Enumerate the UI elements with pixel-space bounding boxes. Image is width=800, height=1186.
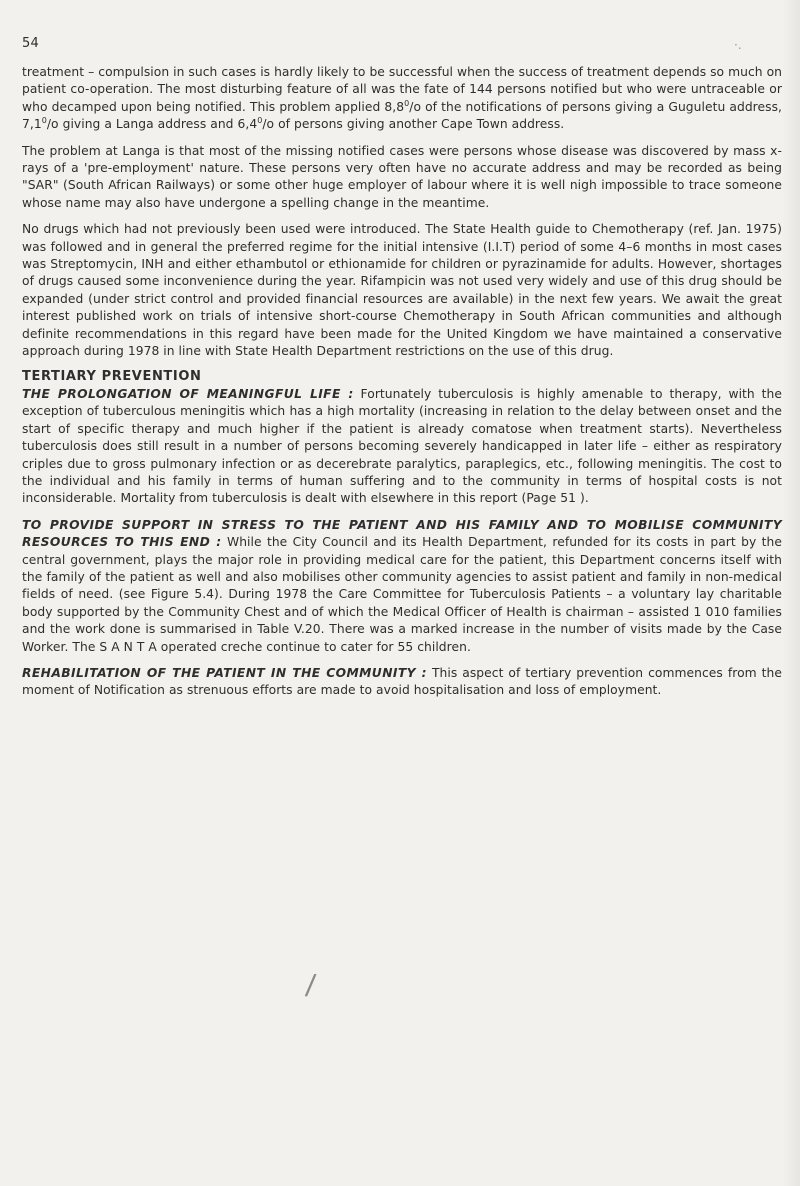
paragraph-langa-problem: The problem at Langa is that most of the missing notified cases were persons whose disease was discovered by mass x-rays of a 'pre-employment' nature. These persons very often have no accurate address and may be recorded as being "SAR" (South African Railways) or some other huge employer of labour where it is well nigh impossible to trace someone whose name may also have undergone a spelling change in the meantime. <box>22 143 782 210</box>
paragraph-prolongation-of-life: THE PROLONGATION OF MEANINGFUL LIFE : Fortunately tuberculosis is highly amenable to therapy, with the exception of tuberculous meningitis which has a high mortality (increasing in relation to the delay between onset and the start of specific therapy and much higher if the patient is already comatose when treatment starts). Nevertheless tuberculosis does still result in a number of persons becoming severely handicapped in later life – either as respiratory criples due to gross pulmonary infection or as decerebrate paralytics, paraplegics, etc., following meningitis. The cost to the individual and his family in terms of human suffering and to the community in terms of hospital costs is not inconsiderable. Mortality from tuberculosis is dealt with elsewhere in this report (Page 51 ). <box>22 386 782 506</box>
paragraph-support-in-stress: TO PROVIDE SUPPORT IN STRESS TO THE PATIENT AND HIS FAMILY AND TO MOBILISE COMMUNITY RESOURCES TO THIS END : While the City Council and its Health Department, refunded for its costs in part by the central government, plays the major role in providing medical care for the patient, this Department concerns itself with the family of the patient as well and also mobilises other community agencies to assist patient and family in non-medical fields of need. (see Figure 5.4). During 1978 the Care Committee for Tuberculosis Patients – a voluntary lay charitable body supported by the Community Chest and of which the Medical Officer of Health is chairman – assisted 1 010 families and the work done is summarised in Table V.20. There was a marked increase in the number of visits made by the Case Worker. The S A N T A operated creche continue to cater for 55 children. <box>22 517 783 654</box>
subsection-lead: REHABILITATION OF THE PATIENT IN THE COMMUNITY : <box>22 666 427 680</box>
body-text <box>22 64 782 709</box>
subsection-lead: TO PROVIDE SUPPORT IN STRESS TO THE PATIENT AND HIS FAMILY AND TO MOBILISE COMMUNITY RESOURCES TO THIS END : <box>22 517 782 550</box>
section-heading-tertiary-prevention: TERTIARY PREVENTION <box>22 368 202 384</box>
paragraph-rehabilitation: REHABILITATION OF THE PATIENT IN THE COMMUNITY : This aspect of tertiary prevention commences from the moment of Notification as strenuous efforts are made to avoid hospitalisation and loss of employment. <box>22 666 782 698</box>
page-edge-shadow <box>782 0 800 1186</box>
subsection-lead: THE PROLONGATION OF MEANINGFUL LIFE : <box>22 386 354 401</box>
stray-pen-mark: / <box>304 967 318 1002</box>
scan-mark: ·. <box>734 38 742 52</box>
paragraph-untraceable-cases: treatment – compulsion in such cases is hardly likely to be successful when the success of treatment depends so much on patient co-operation. The most disturbing feature of all was the fate of 144 persons notified but who were untraceable or who decamped upon being notified. This problem applied $8,8^0/o$ of the notifications of persons giving a Guguletu address, $7,1^0/o$ giving a Langa address and $6,4^0/o$ of persons giving another Cape Town address. <box>22 65 782 132</box>
paragraph-drugs: No drugs which had not previously been used were introduced. The State Health guide to Chemotherapy (ref. Jan. 1975) was followed and in general the preferred regime for the initial intensive (I.I.T) period of some 4–6 months in most cases was Streptomycin, INH and either ethambutol or ethionamide for children or pyrazinamide for adults. However, shortages of drugs caused some inconvenience during the year. Rifampicin was not used very widely and use of this drug should be expanded (under strict control and provided financial resources are available) in the next few years. We await the great interest published work on trials of intensive short-course Chemotherapy in South African communities and although definite recommendations in this regard have been made for the United Kingdom we have maintained a conservative approach during 1978 in line with State Health Department restrictions on the use of this drug. <box>22 222 782 359</box>
page-number: 54 <box>22 36 39 51</box>
